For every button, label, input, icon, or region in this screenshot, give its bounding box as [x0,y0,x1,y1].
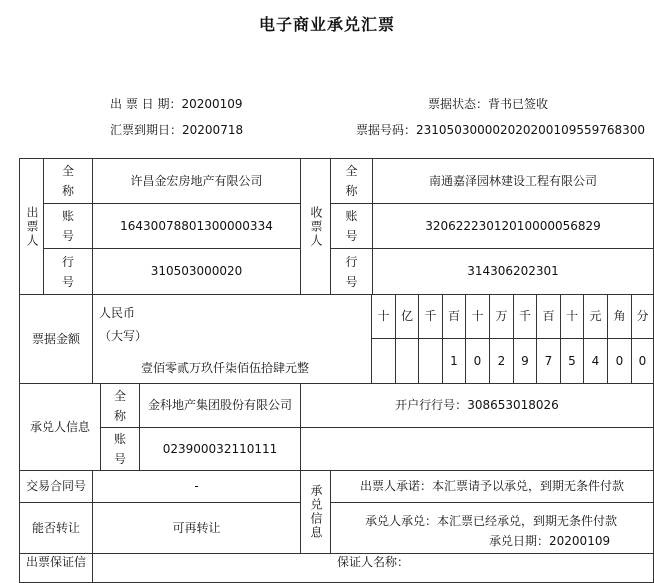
amount-digit-cell: 2 [489,338,514,384]
amount-unit-cell: 十 [371,294,396,339]
acceptance-section-label: 承兑信息 [300,470,331,554]
issue-date-line [110,95,243,112]
amount-digit-cell [418,338,443,384]
accept-date-line [489,531,610,552]
status-label: 票据状态： [428,97,489,111]
amount-unit-cell: 千 [513,294,537,339]
amount-label: 票据金额 [19,294,93,384]
amount-digit-cell [371,338,396,384]
bill-no-value: 231050300002020200109559768300 [416,123,646,137]
payee-account-label: 账 号 [330,203,373,249]
drawer-account-label: 账 号 [43,203,93,249]
acceptor-section-label: 承兑人信息 [19,383,101,471]
due-date-value: 20200718 [182,123,244,137]
acceptor-bank-cell [300,383,654,428]
drawer-bank-value: 310503000020 [92,248,301,295]
drawer-bank-label: 行 号 [43,248,93,295]
bottom-partial-label: 出票保证信 [19,553,93,583]
transfer-value: 可再转让 [92,502,301,554]
acceptor-account-value: 023900032110111 [139,427,301,471]
amount-unit-cell: 千 [418,294,443,339]
amount-unit-cell: 亿 [395,294,419,339]
amount-digit-cell: 0 [631,338,654,384]
due-date-label: 汇票到期日： [110,123,183,137]
acceptor-promise: 承兑人承兑：本汇票已经承兑，到期无条件付款 [365,514,618,528]
drawer-promise: 出票人承诺：本汇票请予以承兑，到期无条件付款 [330,470,654,503]
payee-account-value: 32062223012010000056829 [372,203,654,249]
amount-unit-cell: 分 [631,294,654,339]
accept-date-label: 承兑日期： [489,534,550,548]
payee-name-value: 南通嘉泽园林建设工程有限公司 [372,158,654,204]
amount-words: 壹佰零贰万玖仟柒佰伍拾肆元整 [141,361,310,375]
acceptor-promise-cell [330,502,654,554]
drawer-section-label: 出票人 [19,158,44,295]
drawer-name-value: 许昌金宏房地产有限公司 [92,158,301,204]
amount-digit-cell: 9 [513,338,537,384]
bottom-partial-value: 保证人名称： [92,553,654,583]
amount-unit-cell: 元 [583,294,608,339]
issue-date-value: 20200109 [181,97,243,111]
status-value: 背书已签收 [488,97,549,111]
bill-title: 电子商业承兑汇票 [258,15,395,34]
acceptor-name-label: 全 称 [100,383,140,428]
amount-unit-cell: 百 [442,294,466,339]
amount-unit-cell: 角 [607,294,632,339]
payee-bank-value: 314306202301 [372,248,654,295]
drawer-name-label: 全 称 [43,158,93,204]
amount-unit-cell: 十 [465,294,490,339]
contract-label: 交易合同号 [19,470,93,503]
amount-digit-cell [395,338,419,384]
acceptor-account-label: 账 号 [100,427,140,471]
acceptor-bank-label: 开户行行号： [395,398,468,412]
amount-caps-label: （大写） [99,329,148,343]
amount-digit-cell: 4 [583,338,608,384]
amount-digit-cell: 0 [607,338,632,384]
due-date-line [110,121,243,138]
bill-no-line [356,121,645,138]
amount-words-box [92,294,372,384]
transfer-label: 能否转让 [19,502,93,554]
bill-no-label: 票据号码： [356,123,417,137]
issue-date-label: 出 票 日 期： [110,97,182,111]
acceptor-bank-value: 308653018026 [467,398,559,412]
amount-digit-cell: 1 [442,338,466,384]
amount-digit-cell: 0 [465,338,490,384]
acceptor-empty-cell [300,427,654,471]
status-line [428,95,548,112]
drawer-account-value: 16430078801300000334 [92,203,301,249]
amount-unit-cell: 百 [536,294,561,339]
contract-value: - [92,470,301,503]
accept-date-value: 20200109 [549,534,611,548]
amount-unit-cell: 十 [560,294,584,339]
amount-digit-cell: 7 [536,338,561,384]
payee-name-label: 全 称 [330,158,373,204]
payee-bank-label: 行 号 [330,248,373,295]
amount-digit-cell: 5 [560,338,584,384]
payee-section-label: 收票人 [300,158,331,295]
amount-unit-cell: 万 [489,294,514,339]
acceptor-name-value: 金科地产集团股份有限公司 [139,383,301,428]
amount-currency: 人民币 [99,306,136,320]
